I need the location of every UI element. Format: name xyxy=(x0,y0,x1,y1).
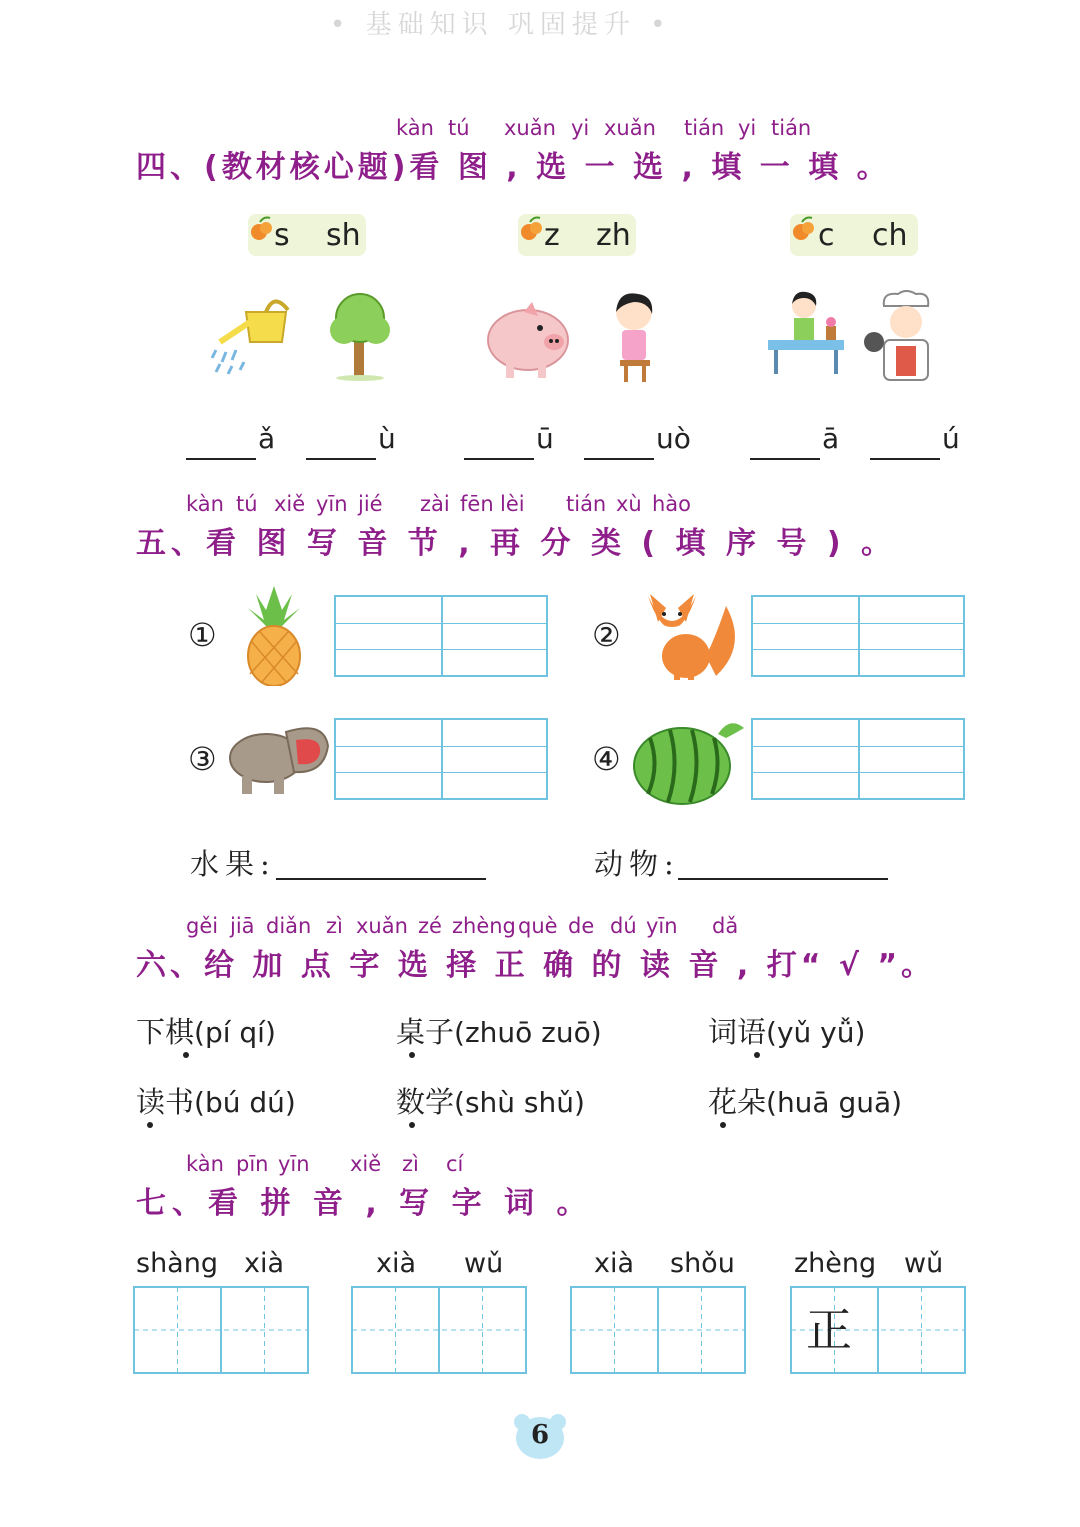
pinyin-tu: tú xyxy=(448,116,470,140)
header-fragment: • 基础知识 巩固提升 • xyxy=(330,10,672,36)
pinyin-xuan: xuǎn xyxy=(504,116,556,140)
blank-line[interactable] xyxy=(584,458,654,460)
emphasis-dot xyxy=(409,1122,415,1128)
blank-suffix: ù xyxy=(378,422,396,455)
word-pinyin: xià xyxy=(376,1248,417,1279)
item-options: (yǔ yǚ) xyxy=(766,1016,866,1049)
animal-answer-line[interactable] xyxy=(678,878,888,880)
word-pinyin: wǔ xyxy=(904,1248,944,1279)
pig-image xyxy=(484,292,574,382)
pinyin: tián xyxy=(566,492,607,516)
pinyin: dú xyxy=(610,914,637,938)
pinyin: xuǎn xyxy=(356,914,408,938)
option-b: zh xyxy=(596,218,631,253)
item-word: 下棋 xyxy=(136,1015,195,1049)
fruit-icon xyxy=(248,214,274,244)
item-number: ③ xyxy=(188,740,217,778)
pinyin: zì xyxy=(326,914,343,938)
option-a: z xyxy=(544,218,560,253)
reading-item[interactable] xyxy=(708,1010,865,1051)
pinyin: què xyxy=(518,914,558,938)
reading-item[interactable] xyxy=(136,1010,276,1051)
animal-label: 动物: xyxy=(594,847,680,881)
pinyin: tú xyxy=(236,492,258,516)
emphasis-dot xyxy=(720,1122,726,1128)
q5-title: 五、看 图 写 音 节 , 再 分 类 ( 填 序 号 ) 。 xyxy=(136,526,897,561)
item-options: (shù shǔ) xyxy=(454,1086,585,1119)
reading-item[interactable] xyxy=(136,1080,296,1121)
tree-image xyxy=(326,290,394,382)
pinyin: yīn xyxy=(278,1152,310,1176)
pinyin: hào xyxy=(652,492,692,516)
fruit-icon xyxy=(790,214,816,244)
pinyin: zhèng xyxy=(452,914,516,938)
hippo-image xyxy=(224,716,330,798)
pinyin: zài xyxy=(420,492,450,516)
word-pinyin: wǔ xyxy=(464,1248,504,1279)
blank-line[interactable] xyxy=(870,458,940,460)
chef-image xyxy=(862,290,948,382)
emphasis-dot xyxy=(409,1052,415,1058)
option-c-ch xyxy=(790,214,920,256)
word-pinyin: shàng xyxy=(136,1248,218,1279)
pinyin-yi-2: yi xyxy=(738,116,757,140)
pinyin-kan: kàn xyxy=(396,116,434,140)
pinyin: lèi xyxy=(500,492,525,516)
blank-suffix: ú xyxy=(942,422,960,455)
pinyin: gěi xyxy=(186,914,219,938)
blank-suffix: uò xyxy=(656,422,691,455)
option-a: s xyxy=(274,218,290,253)
pinyin: yīn xyxy=(646,914,678,938)
pinyin-yi: yi xyxy=(571,116,590,140)
blank-line[interactable] xyxy=(750,458,820,460)
pinyin-tian: tián xyxy=(684,116,725,140)
pinyin: xiě xyxy=(274,492,306,516)
item-options: (huā guā) xyxy=(766,1086,903,1119)
option-a: c xyxy=(818,218,835,253)
watering-can-image xyxy=(206,292,302,378)
item-number: ② xyxy=(592,616,621,654)
item-options: (zhuō zuō) xyxy=(454,1016,602,1049)
fox-image xyxy=(636,586,742,682)
pinyin: pīn xyxy=(236,1152,269,1176)
pinyin: yīn xyxy=(316,492,348,516)
pinyin: jié xyxy=(358,492,383,516)
pinyin: fēn xyxy=(460,492,494,516)
option-z-zh xyxy=(518,214,640,256)
page-number: 6 xyxy=(530,1420,550,1450)
reading-item[interactable] xyxy=(396,1080,585,1121)
word-pinyin: xià xyxy=(244,1248,285,1279)
q6-title: 六、给 加 点 字 选 择 正 确 的 读 音 , 打“ √ ”。 xyxy=(136,948,936,983)
q7-title: 七、看 拼 音 , 写 字 词 。 xyxy=(136,1186,593,1221)
word-pinyin: shǒu xyxy=(670,1248,735,1279)
blank-suffix: ǎ xyxy=(258,422,276,455)
character-writing-grid[interactable] xyxy=(570,1286,748,1376)
emphasis-dot xyxy=(147,1122,153,1128)
reading-item[interactable] xyxy=(708,1080,902,1121)
blank-line[interactable] xyxy=(186,458,256,460)
option-b: ch xyxy=(872,218,908,253)
syllable-writing-grid[interactable] xyxy=(334,718,548,800)
syllable-writing-grid[interactable] xyxy=(751,718,965,800)
word-pinyin: zhèng xyxy=(794,1248,877,1279)
item-word: 花朵 xyxy=(708,1085,767,1119)
girl-planting-image xyxy=(764,290,848,382)
blank-line[interactable] xyxy=(464,458,534,460)
pinyin: zì xyxy=(402,1152,419,1176)
item-word: 读书 xyxy=(136,1085,195,1119)
emphasis-dot xyxy=(754,1052,760,1058)
syllable-writing-grid[interactable] xyxy=(751,595,965,677)
fruit-label: 水果: xyxy=(190,847,276,881)
fruit-icon xyxy=(518,214,544,244)
girl-sitting-image xyxy=(608,290,664,384)
word-pinyin: xià xyxy=(594,1248,635,1279)
item-number: ① xyxy=(188,616,217,654)
item-word: 数学 xyxy=(396,1085,455,1119)
pinyin-tian-2: tián xyxy=(771,116,812,140)
pinyin: xiě xyxy=(350,1152,382,1176)
item-options: (bú dú) xyxy=(194,1086,296,1119)
pinyin: kàn xyxy=(186,1152,224,1176)
blank-suffix: ū xyxy=(536,422,554,455)
pinyin: xù xyxy=(616,492,642,516)
item-word: 桌子 xyxy=(396,1015,455,1049)
option-b: sh xyxy=(326,218,361,253)
pinyin-xuan-2: xuǎn xyxy=(604,116,656,140)
item-number: ④ xyxy=(592,740,621,778)
item-word: 词语 xyxy=(708,1015,767,1049)
pineapple-image xyxy=(242,586,306,686)
q4-title: 四、(教材核心题)看 图 , 选 一 选 , 填 一 填 。 xyxy=(136,150,891,185)
character-writing-grid[interactable] xyxy=(133,1286,311,1376)
pinyin: zé xyxy=(418,914,442,938)
item-options: (pí qí) xyxy=(194,1016,276,1049)
pinyin: cí xyxy=(446,1152,464,1176)
blank-line[interactable] xyxy=(306,458,376,460)
pinyin: dǎ xyxy=(712,914,739,938)
watermelon-image xyxy=(630,714,748,806)
pinyin: jiā xyxy=(230,914,255,938)
character-writing-grid[interactable] xyxy=(351,1286,529,1376)
pinyin: de xyxy=(568,914,595,938)
filled-character: 正 xyxy=(806,1303,852,1357)
page-number-badge xyxy=(512,1412,568,1460)
fruit-answer-line[interactable] xyxy=(276,878,486,880)
option-s-sh xyxy=(248,214,370,256)
pinyin: kàn xyxy=(186,492,224,516)
blank-suffix: ā xyxy=(822,422,840,455)
pinyin: diǎn xyxy=(266,914,312,938)
emphasis-dot xyxy=(183,1052,189,1058)
reading-item[interactable] xyxy=(396,1010,602,1051)
syllable-writing-grid[interactable] xyxy=(334,595,548,677)
